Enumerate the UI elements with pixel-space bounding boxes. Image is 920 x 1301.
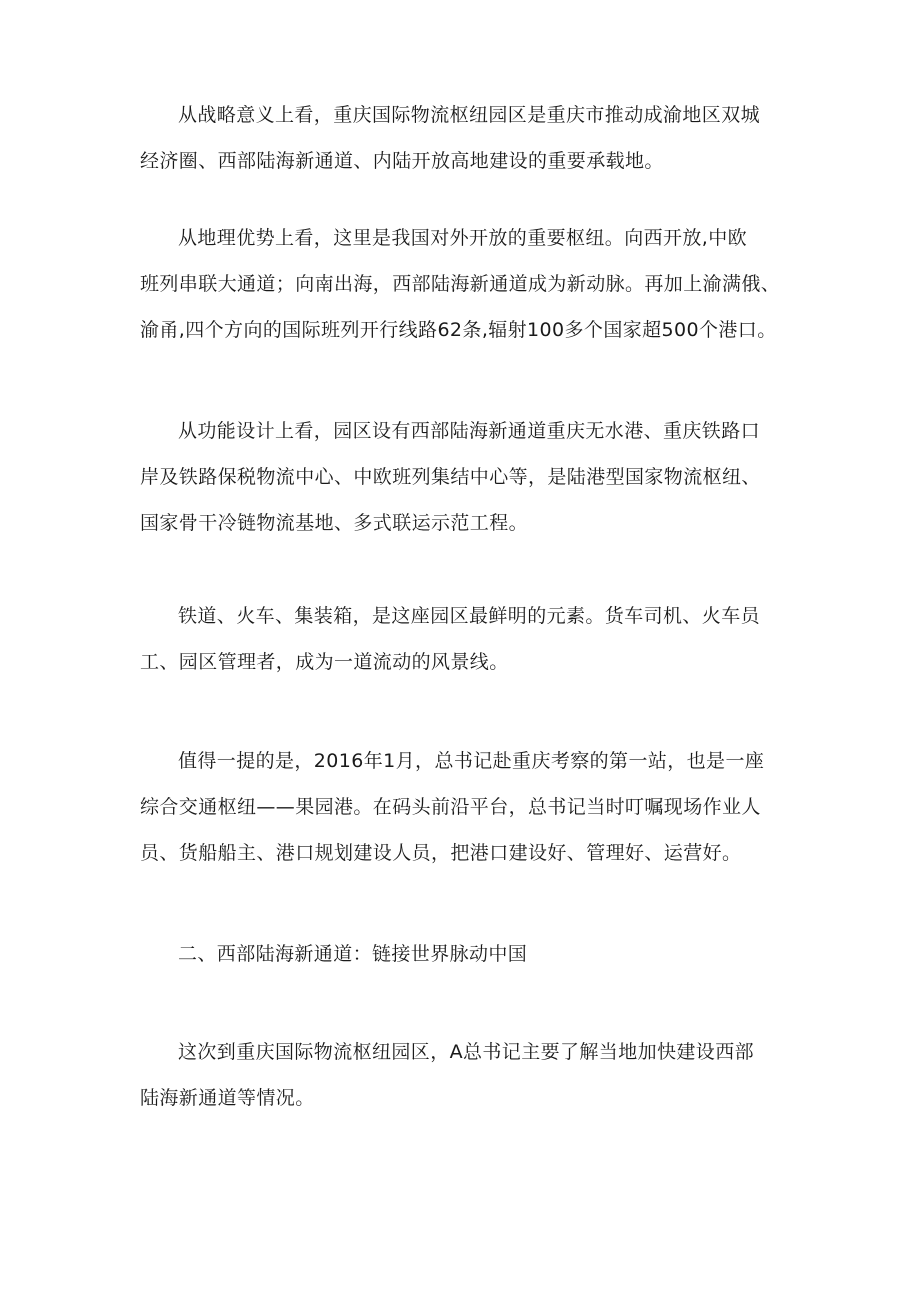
paragraph-line: 值得一提的是，2016年1月，总书记赴重庆考察的第一站，也是一座 (178, 750, 765, 772)
paragraph-line: 岸及铁路保税物流中心、中欧班列集结中心等，是陆港型国家物流枢纽、 (140, 466, 761, 488)
section-heading (140, 931, 790, 977)
paragraph-line: 铁道、火车、集装箱，是这座园区最鲜明的元素。货车司机、火车员 (178, 605, 761, 627)
paragraph-line: 从战略意义上看，重庆国际物流枢纽园区是重庆市推动成渝地区双城 (178, 104, 761, 126)
paragraph-line: 陆海新通道等情况。 (140, 1087, 315, 1109)
paragraph-line: 经济圈、西部陆海新通道、内陆开放高地建设的重要承载地。 (140, 150, 664, 172)
paragraph-line: 班列串联大通道；向南出海，西部陆海新通道成为新动脉。再加上渝满俄、 (140, 273, 781, 295)
paragraph-line: 综合交通枢纽——果园港。在码头前沿平台，总书记当时叮嘱现场作业人 (140, 796, 761, 818)
paragraph-visit-summary (140, 1029, 790, 1121)
paragraph-railway-elements (140, 593, 790, 685)
paragraph-line: 工、园区管理者，成为一道流动的风景线。 (140, 651, 509, 673)
section-heading-text: 二、西部陆海新通道：链接世界脉动中国 (178, 943, 528, 965)
paragraph-functional-design (140, 408, 790, 546)
paragraph-line: 渝甬,四个方向的国际班列开行线路62条,辐射100多个国家超500个港口。 (140, 319, 777, 341)
paragraph-guoyuan-port (140, 738, 790, 876)
paragraph-line: 从地理优势上看，这里是我国对外开放的重要枢纽。向西开放,中欧 (178, 227, 748, 249)
paragraph-strategic-significance (140, 92, 790, 184)
paragraph-geographic-advantage (140, 215, 790, 353)
paragraph-line: 国家骨干冷链物流基地、多式联运示范工程。 (140, 512, 529, 534)
paragraph-line: 这次到重庆国际物流枢纽园区，A总书记主要了解当地加快建设西部 (178, 1041, 754, 1063)
paragraph-line: 从功能设计上看，园区设有西部陆海新通道重庆无水港、重庆铁路口 (178, 420, 761, 442)
paragraph-line: 员、货船船主、港口规划建设人员，把港口建设好、管理好、运营好。 (140, 842, 742, 864)
